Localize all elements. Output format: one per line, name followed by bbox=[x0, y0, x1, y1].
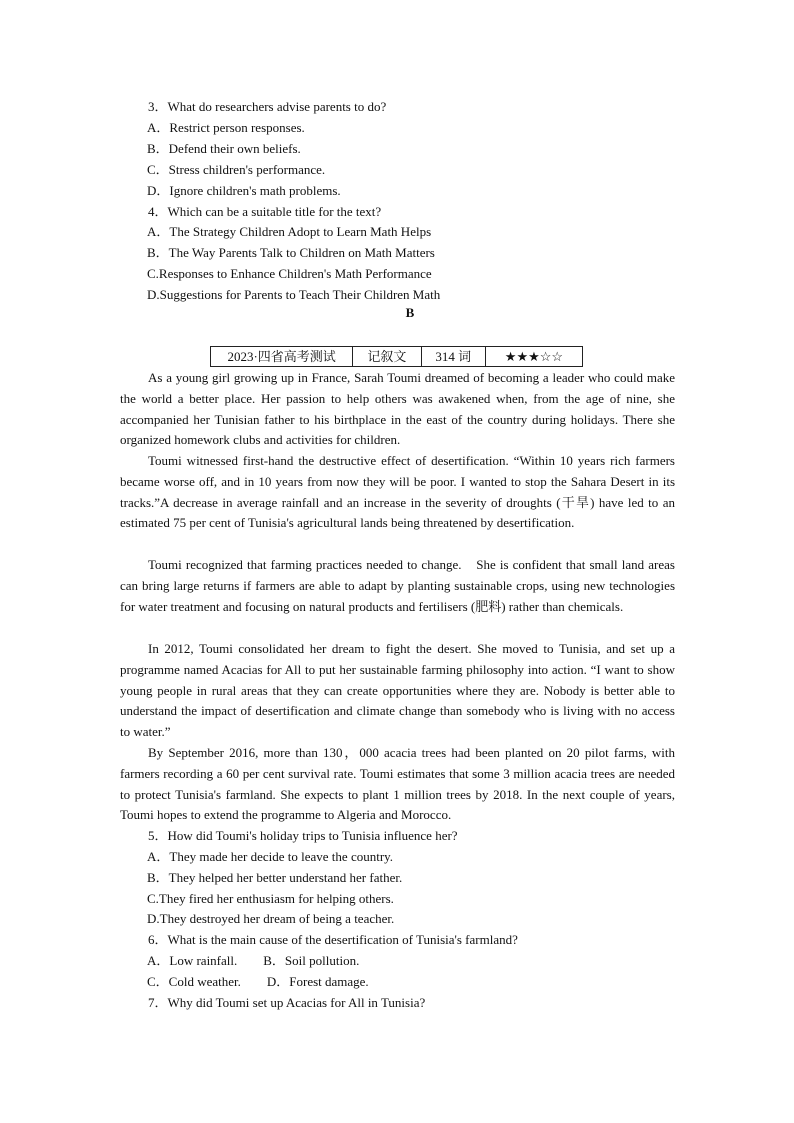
question-4-stem: 4．Which can be a suitable title for the text? bbox=[148, 204, 382, 219]
passage-info-bar bbox=[210, 346, 583, 367]
question-4-option-d: D.Suggestions for Parents to Teach Their Children Math bbox=[147, 287, 441, 302]
passage-paragraph-5: By September 2016, more than 130，000 acacia trees had been planted on 20 pilot farms, with farmers recording a 60 per cent survival rate. Toumi estimates that some 3 million acacia trees are needed to protect Tunisia's farmland. She expects to plant 1 million trees by 2018. In the next couple of years, Toumi hopes to extend the programme to Algeria and Morocco. bbox=[120, 745, 675, 823]
question-3-option-c: C．Stress children's performance. bbox=[147, 162, 326, 177]
question-6-options-ab: A．Low rainfall. B．Soil pollution. bbox=[147, 953, 360, 968]
question-7-stem: 7．Why did Toumi set up Acacias for All in Tunisia? bbox=[148, 995, 426, 1010]
info-genre: 记叙文 bbox=[353, 347, 421, 367]
question-3-option-a: A．Restrict person responses. bbox=[147, 120, 305, 135]
question-5-option-a: A．They made her decide to leave the country. bbox=[147, 849, 394, 864]
info-word-count: 314 词 bbox=[421, 347, 485, 367]
question-3-stem: 3．What do researchers advise parents to do? bbox=[148, 99, 387, 114]
question-5-option-d: D.They destroyed her dream of being a teacher. bbox=[147, 911, 395, 926]
section-label: B bbox=[405, 305, 415, 320]
question-6-stem: 6．What is the main cause of the desertification of Tunisia's farmland? bbox=[148, 932, 518, 947]
question-4-option-c: C.Responses to Enhance Children's Math Performance bbox=[147, 266, 432, 281]
passage-paragraph-4: In 2012, Toumi consolidated her dream to fight the desert. She moved to Tunisia, and set up a programme named Acacias for All to put her sustainable farming philosophy into action. “I want to show young people in rural areas that they can create opportunities where they are. Nobody is better able to understand the impact of desertification and climate change than somebody who is living with no access to water.” bbox=[120, 641, 675, 740]
question-3-option-b: B．Defend their own beliefs. bbox=[147, 141, 301, 156]
passage-paragraph-2: Toumi witnessed first-hand the destructive effect of desertification. “Within 10 years rich farmers became worse off, and in 10 years from now they will be poor. I wanted to stop the Sahara Desert in its tracks.”A decrease in average rainfall and an increase in the severity of droughts (干旱) have led to an estimated 75 per cent of Tunisia's agricultural lands being threatened by desertification. bbox=[120, 453, 675, 531]
info-source: 2023·四省高考测试 bbox=[211, 347, 353, 367]
question-3-option-d: D．Ignore children's math problems. bbox=[147, 183, 341, 198]
question-5-stem: 5．How did Toumi's holiday trips to Tunisia influence her? bbox=[148, 828, 458, 843]
question-6-options-cd: C．Cold weather. D．Forest damage. bbox=[147, 974, 369, 989]
question-5-option-c: C.They fired her enthusiasm for helping others. bbox=[147, 891, 394, 906]
passage-paragraph-3: Toumi recognized that farming practices needed to change. She is confident that small land areas can bring large returns if farmers are able to adapt by planting sustainable crops, using new technologies for water treatment and focusing on natural products and fertilisers (肥料) rather than chemicals. bbox=[120, 557, 675, 614]
question-4-option-b: B．The Way Parents Talk to Children on Math Matters bbox=[147, 245, 435, 260]
question-4-option-a: A．The Strategy Children Adopt to Learn Math Helps bbox=[147, 224, 432, 239]
passage-paragraph-1: As a young girl growing up in France, Sarah Toumi dreamed of becoming a leader who could make the world a better place. Her passion to help others was awakened when, from the age of nine, she accompanied her Tunisian father to his birthplace in the east of the country during holidays. There she organized homework clubs and activities for children. bbox=[120, 370, 675, 448]
info-difficulty: ★★★☆☆ bbox=[485, 347, 582, 367]
question-5-option-b: B．They helped her better understand her father. bbox=[147, 870, 403, 885]
